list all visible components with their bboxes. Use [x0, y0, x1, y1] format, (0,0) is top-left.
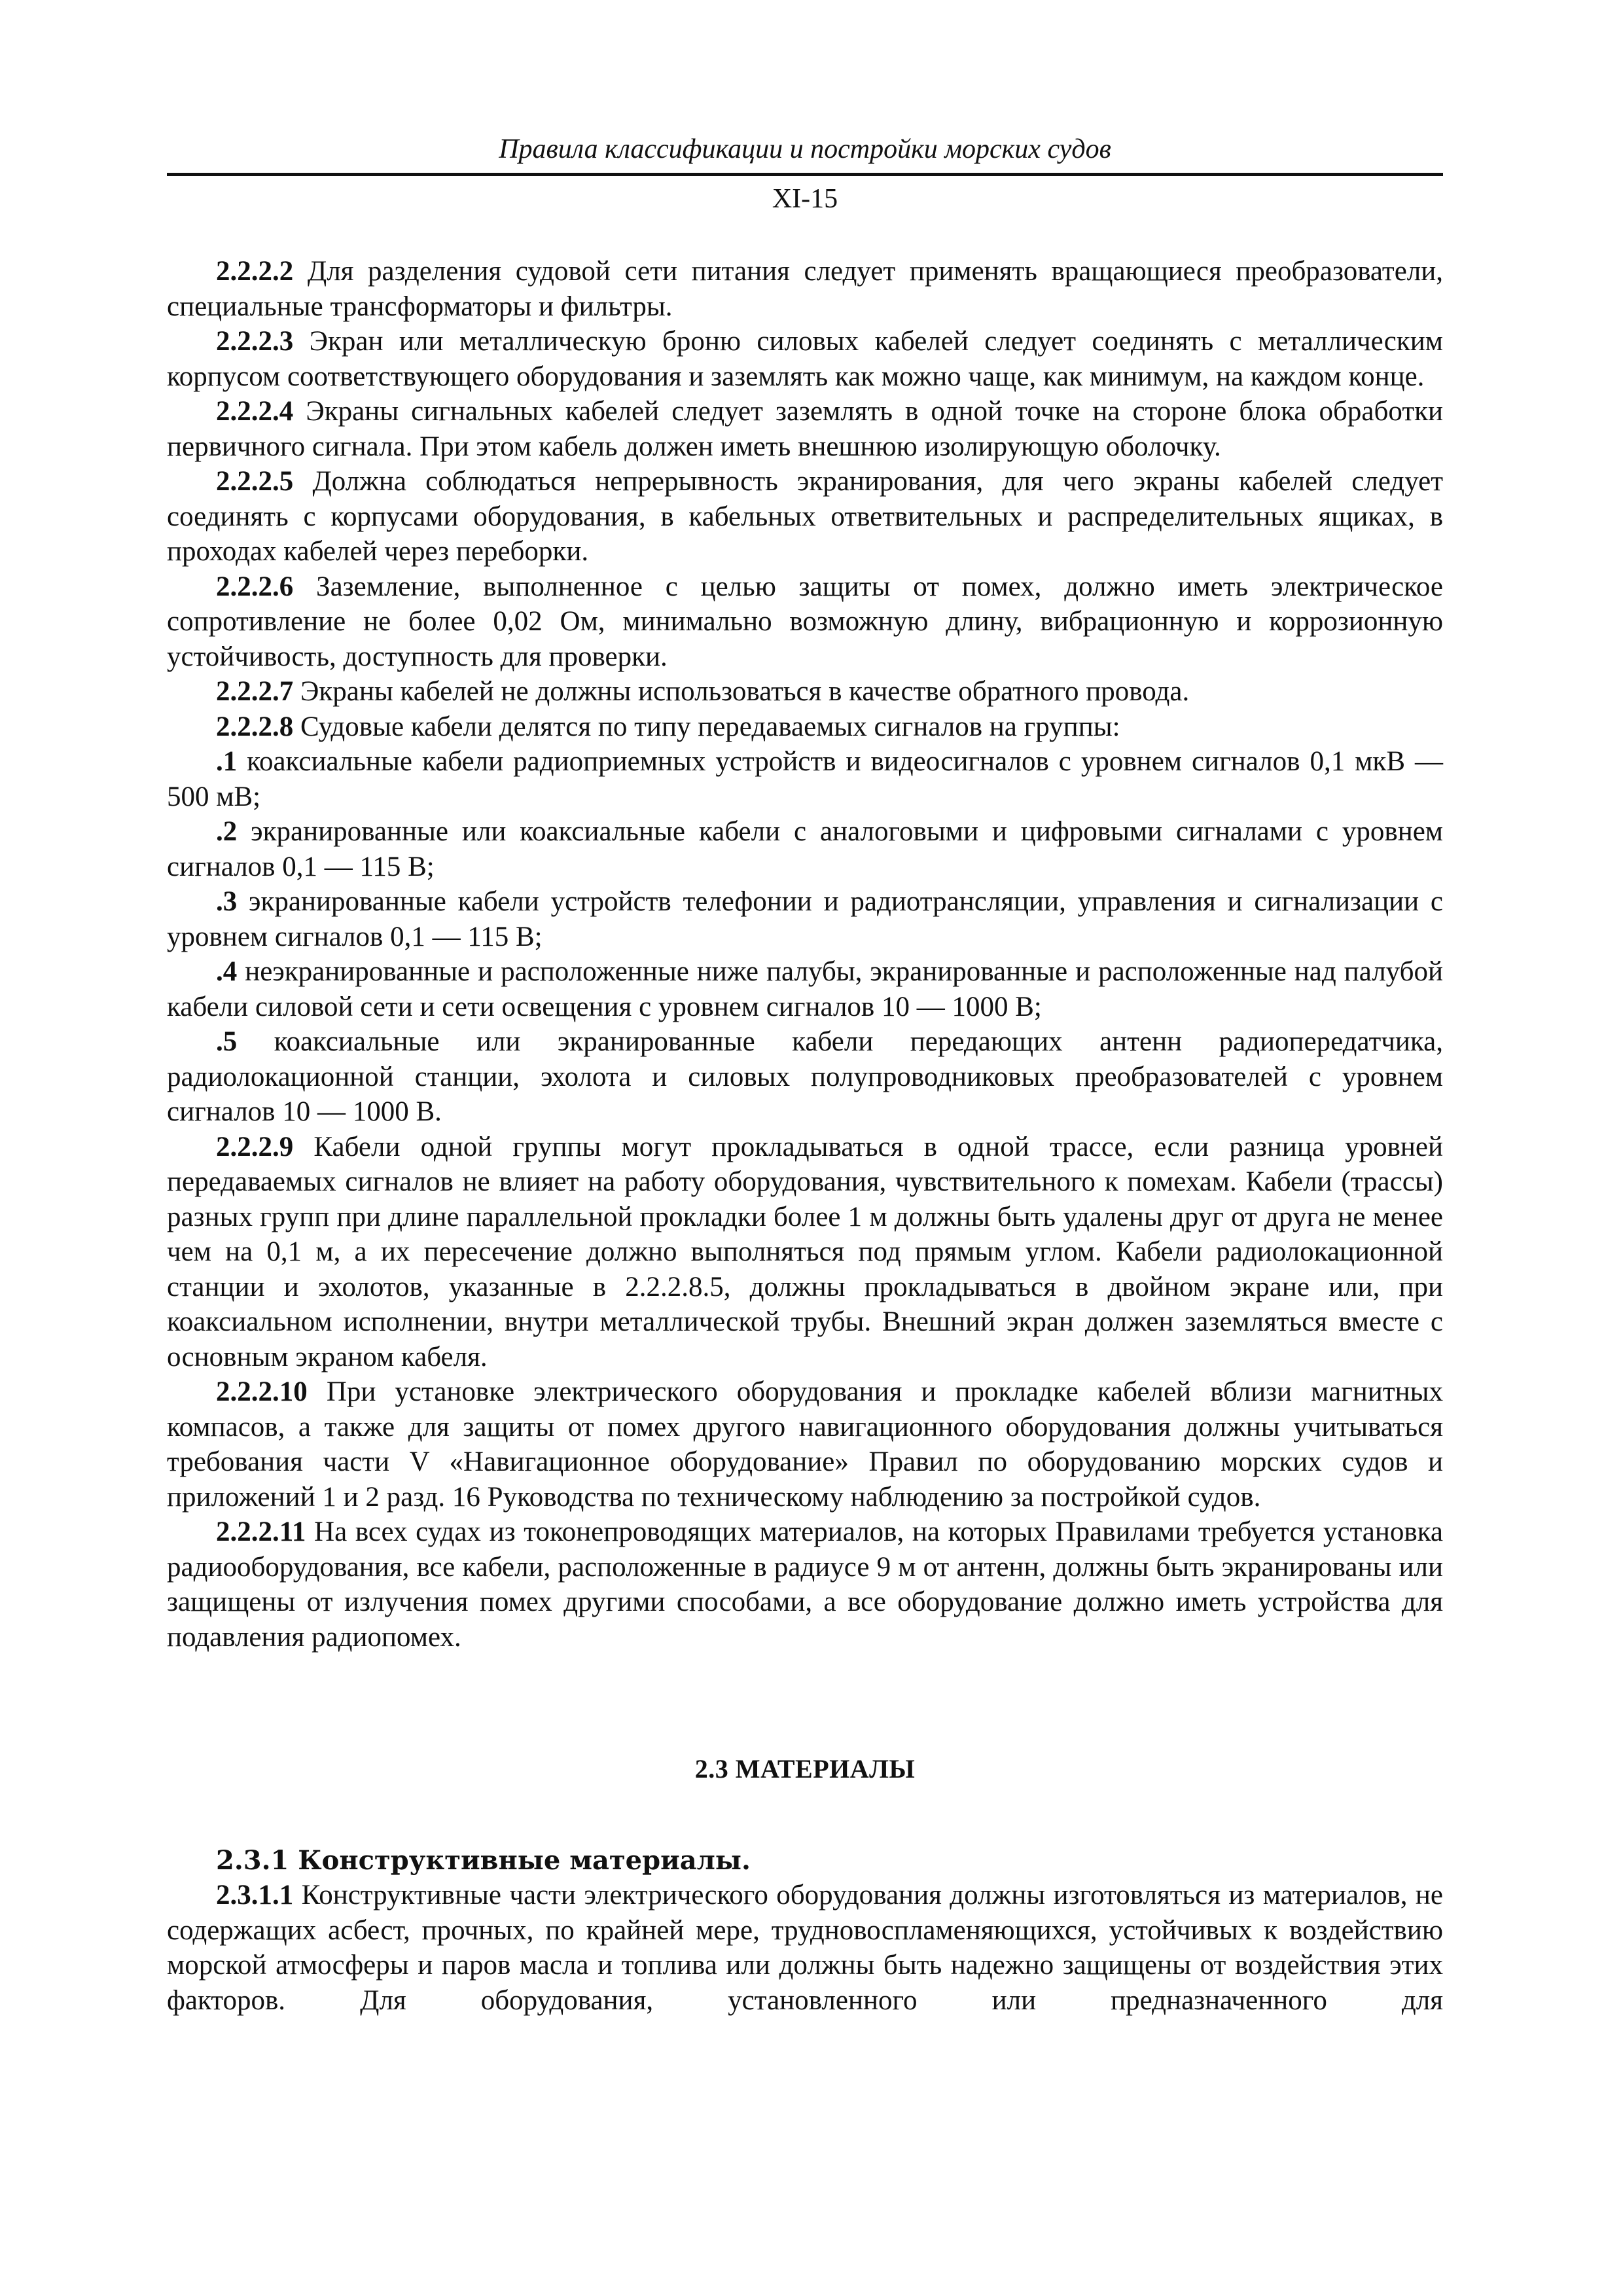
paragraph-text: При установке электрического оборудования и прокладке кабелей вблизи магнитных компасов, а также для защиты от помех другого навигационного оборудования должны учитываться требования части V «Навигационное оборудование» Правил по оборудованию морских судов и приложений 1 и 2 разд. 16 Руководства по техническому наблюдению за постройкой судов.	[167, 1376, 1444, 1513]
paragraph-2-2-2-5	[167, 464, 1443, 569]
list-item-text: коаксиальные или экранированные кабели передающих антенн радиопередатчика, радиолокационной станции, эхолота и силовых полупроводниковых преобразователей с уровнем сигналов 10 — 1000 В.	[167, 1026, 1444, 1127]
list-item-number: .3	[216, 886, 238, 917]
list-item-number: .4	[216, 956, 238, 987]
paragraph-2-2-2-11	[167, 1515, 1443, 1655]
paragraph-text: Должна соблюдаться непрерывность экранирования, для чего экраны кабелей следует соединять с корпусами оборудования, в кабельных ответвительных и распределительных ящиках, в проходах кабелей через переборки.	[167, 466, 1443, 567]
list-item-number: .2	[216, 816, 238, 847]
list-item-text: экранированные кабели устройств телефонии и радиотрансляции, управления и сигнализации с уровнем сигналов 0,1 — 115 В;	[167, 886, 1444, 952]
paragraph-text: Судовые кабели делятся по типу передаваемых сигналов на группы:	[300, 711, 1120, 742]
paragraph-2-2-2-10	[167, 1374, 1443, 1515]
list-item-2	[167, 814, 1443, 884]
page-number: XI-15	[772, 184, 838, 214]
paragraph-2-2-2-9	[167, 1130, 1443, 1375]
paragraph-number: 2.2.2.9	[216, 1131, 294, 1162]
paragraph-2-3-1-1	[167, 1878, 1443, 2018]
list-item-3	[167, 884, 1443, 954]
paragraph-text: Экран или металлическую броню силовых кабелей следует соединять с металлическим корпусом соответствующего оборудования и заземлять как можно чаще, как минимум, на каждом конце.	[167, 326, 1443, 392]
list-item-number: .5	[216, 1026, 238, 1057]
paragraph-number: 2.2.2.4	[216, 396, 294, 427]
header-rule	[167, 173, 1443, 176]
paragraph-text: Кабели одной группы могут прокладываться в одной трассе, если разница уровней передаваемых сигналов не влияет на работу оборудования, чувствительного к помехам. Кабели (трассы) разных групп при длине параллельной прокладки более 1 м должны быть удалены друг от друга не менее чем на 0,1 м, а их пересечение должно выполняться под прямым углом. Кабели радиолокационной станции и эхолотов, указанные в 2.2.2.8.5, должны прокладываться в двойном экране или, при коаксиальном исполнении, внутри металлической трубы. Внешний экран должен заземляться вместе с основным экраном кабеля.	[167, 1131, 1443, 1372]
paragraph-text: Экраны кабелей не должны использоваться в качестве обратного провода.	[300, 676, 1190, 707]
paragraph-2-2-2-8	[167, 709, 1443, 745]
paragraph-2-2-2-7	[167, 674, 1443, 709]
paragraph-text: Конструктивные части электрического оборудования должны изготовляться из материалов, не содержащих асбест, прочных, по крайней мере, трудновоспламеняющихся, устойчивых к воздействию морской атмосферы и паров масла и топлива или должны быть надежно защищены от воздействия этих факторов. Для оборудования, установленного или предназначенного для	[167, 1880, 1444, 2016]
paragraph-number: 2.2.2.5	[216, 466, 294, 497]
paragraph-text: Для разделения судовой сети питания следует применять вращающиеся преобразователи, специальные трансформаторы и фильтры.	[167, 256, 1443, 322]
list-item-1	[167, 744, 1443, 814]
document-body	[167, 254, 1443, 2018]
list-item-number: .1	[216, 746, 238, 777]
list-item-4	[167, 954, 1443, 1024]
paragraph-number: 2.2.2.6	[216, 571, 294, 602]
paragraph-text: Экраны сигнальных кабелей следует заземлять в одной точке на стороне блока обработки первичного сигнала. При этом кабель должен иметь внешнюю изолирующую оболочку.	[167, 396, 1444, 462]
list-item-text: неэкранированные и расположенные ниже палубы, экранированные и расположенные над палубой кабели силовой сети и сети освещения с уровнем сигналов 10 — 1000 В;	[167, 956, 1443, 1022]
paragraph-2-2-2-4	[167, 394, 1443, 464]
section-heading: 2.3 МАТЕРИАЛЫ	[694, 1754, 916, 1784]
paragraph-number: 2.2.2.11	[216, 1516, 306, 1547]
list-item-text: коаксиальные кабели радиоприемных устройств и видеосигналов с уровнем сигналов 0,1 мкВ — 500 мВ;	[167, 746, 1443, 812]
running-title: Правила классификации и постройки морских судов	[499, 134, 1111, 164]
subsection-heading: 2.3.1 Конструктивные материалы.	[216, 1844, 751, 1876]
paragraph-2-2-2-3	[167, 324, 1443, 394]
list-item-5	[167, 1024, 1443, 1130]
paragraph-number: 2.2.2.2	[216, 256, 294, 287]
paragraph-number: 2.2.2.7	[216, 676, 294, 707]
paragraph-2-2-2-2	[167, 254, 1443, 324]
paragraph-number: 2.3.1.1	[216, 1880, 294, 1910]
paragraph-number: 2.2.2.10	[216, 1376, 308, 1407]
paragraph-number: 2.2.2.8	[216, 711, 294, 742]
paragraph-number: 2.2.2.3	[216, 326, 294, 357]
paragraph-2-2-2-6	[167, 569, 1443, 675]
list-item-text: экранированные или коаксиальные кабели с аналоговыми и цифровыми сигналами с уровнем сигналов 0,1 — 115 В;	[167, 816, 1444, 882]
paragraph-text: Заземление, выполненное с целью защиты от помех, должно иметь электрическое сопротивление не более 0,02 Ом, минимально возможную длину, вибрационную и коррозионную устойчивость, доступность для проверки.	[167, 571, 1443, 672]
paragraph-text: На всех судах из токонепроводящих материалов, на которых Правилами требуется установка радиооборудования, все кабели, расположенные в радиусе 9 м от антенн, должны быть экранированы или защищены от излучения помех другими способами, а все оборудование должно иметь устройства для подавления радиопомех.	[167, 1516, 1443, 1653]
